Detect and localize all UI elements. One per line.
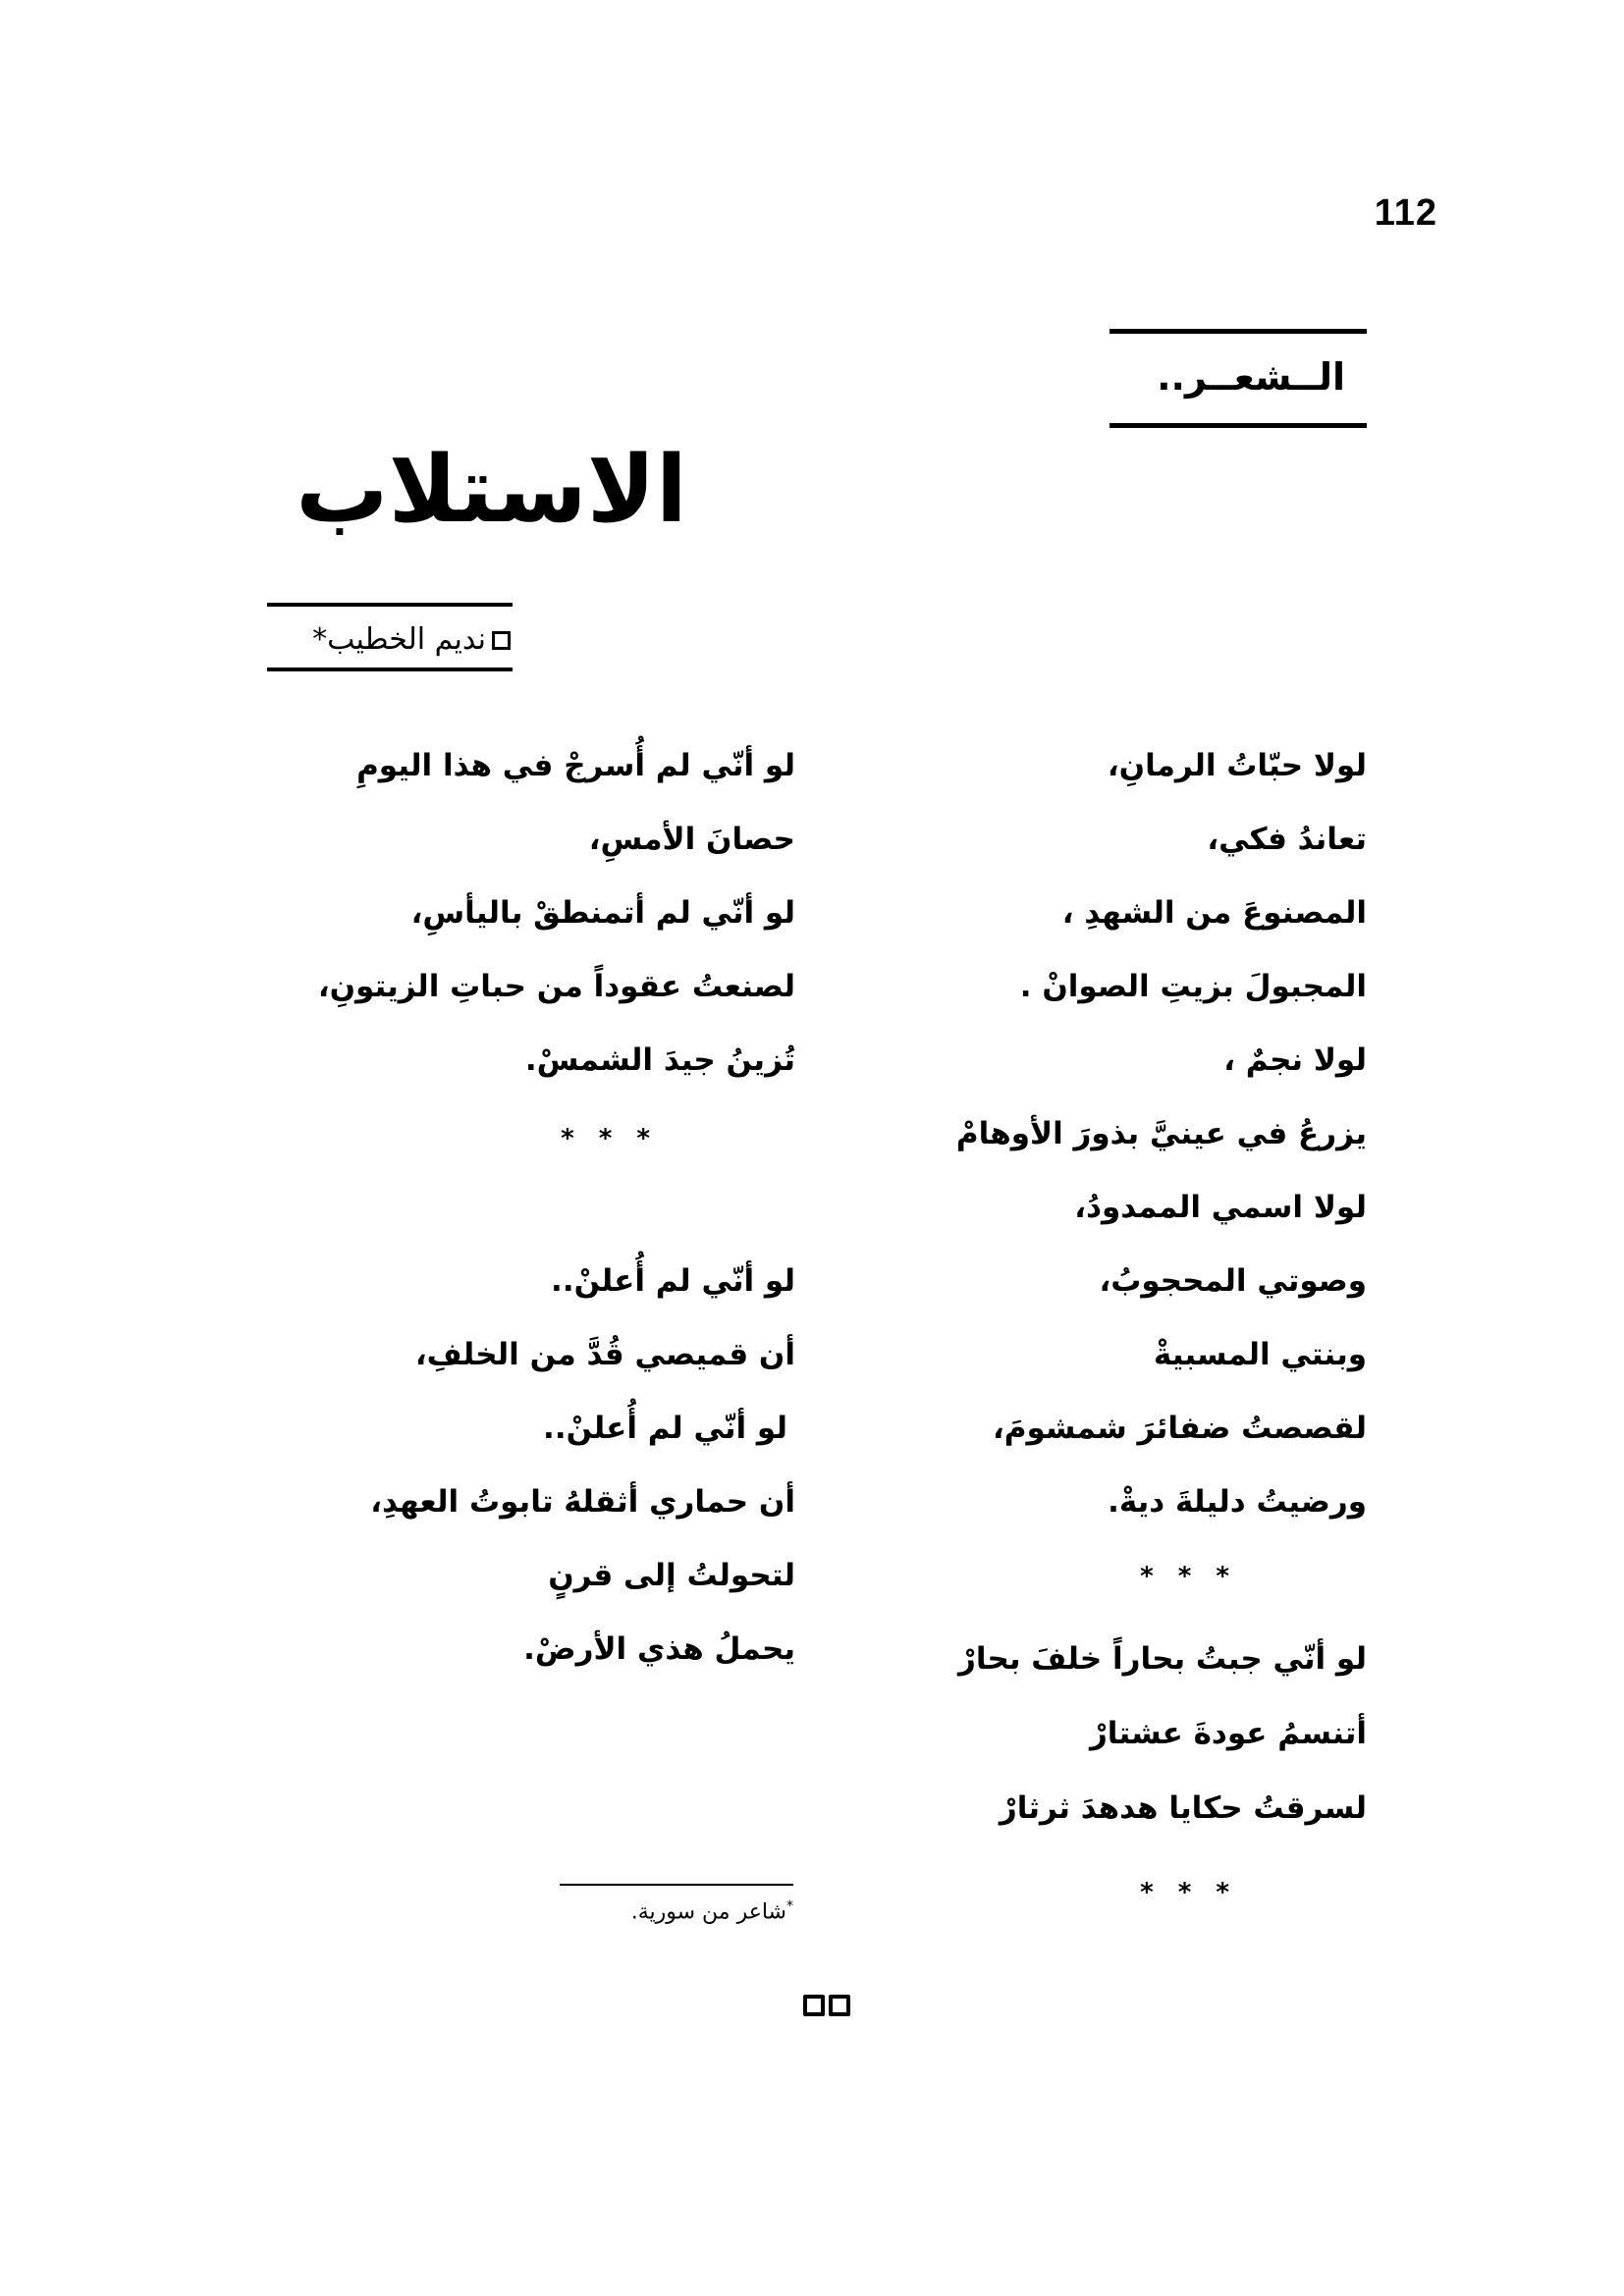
verse-line: المصنوعَ من الشهدِ ، bbox=[1061, 895, 1367, 931]
footnote-rule bbox=[560, 1884, 793, 1886]
section-label: الــشعــر.. bbox=[1157, 355, 1345, 399]
poem-title: الاستلاب bbox=[296, 437, 687, 544]
verse-line: وبنتي المسبيةْ bbox=[1153, 1337, 1367, 1372]
verse-line: أتنسمُ عودةَ عشتارْ bbox=[1089, 1716, 1367, 1751]
stanza-separator: * * * bbox=[561, 1124, 658, 1153]
section-rule-top bbox=[1110, 329, 1367, 334]
square-end-icon bbox=[803, 1995, 825, 2016]
verse-line: لو أنّي لم أُسرجْ في هذا اليومِ bbox=[356, 748, 795, 783]
verse-line: أن حماري أثقلهُ تابوتُ العهدِ، bbox=[370, 1484, 795, 1520]
verse-line: وصوتي المحجوبُ، bbox=[1099, 1263, 1367, 1299]
author-rule-top bbox=[267, 603, 513, 607]
verse-line: لو أنّي لم أتمنطقْ باليأسِ، bbox=[410, 895, 795, 931]
author-rule-bottom bbox=[267, 667, 513, 671]
footnote bbox=[560, 1892, 793, 1927]
verse-line: لولا اسمي الممدودُ، bbox=[1074, 1190, 1367, 1225]
verse-line: لو أنّي لم أُعلنْ.. bbox=[543, 1411, 787, 1446]
verse-line: لقصصتُ ضفائرَ شمشومَ، bbox=[992, 1411, 1367, 1446]
end-of-article-marks bbox=[797, 1995, 856, 2018]
verse-line: لولا حبّاتُ الرمانِ، bbox=[1107, 748, 1367, 783]
footnote-mark: * bbox=[786, 1898, 793, 1914]
verse-line: حصانَ الأمسِ، bbox=[588, 822, 795, 857]
square-end-icon bbox=[829, 1995, 850, 2016]
verse-line: ورضيتُ دليلةَ ديةْ. bbox=[1108, 1484, 1367, 1520]
verse-line: لو أنّي لم أُعلنْ.. bbox=[551, 1263, 795, 1299]
verse-line: يحملُ هذي الأرضْ. bbox=[523, 1631, 795, 1667]
verse-line: تُزينُ جيدَ الشمسْ. bbox=[524, 1042, 795, 1078]
stanza-separator: * * * bbox=[1140, 1878, 1237, 1907]
verse-line: لصنعتُ عقوداً من حباتِ الزيتونِ، bbox=[317, 969, 795, 1004]
author-byline bbox=[275, 618, 511, 662]
verse-line: أن قميصي قُدَّ من الخلفِ، bbox=[414, 1337, 795, 1372]
square-bullet-icon bbox=[492, 631, 511, 650]
author-footnote-mark: * bbox=[312, 622, 328, 657]
verse-line: لو أنّي جبتُ بحاراً خلفَ بحارْ bbox=[958, 1641, 1367, 1677]
author-name: نديم الخطيب bbox=[327, 622, 486, 657]
verse-line: المجبولَ بزيتِ الصوانْ . bbox=[1019, 969, 1367, 1004]
stanza-separator: * * * bbox=[1140, 1562, 1237, 1591]
verse-line: لولا نجمٌ ، bbox=[1223, 1042, 1367, 1078]
verse-line: لسرقتُ حكايا هدهدَ ثرثارْ bbox=[999, 1790, 1367, 1826]
verse-line: تعاندُ فكي، bbox=[1207, 822, 1367, 857]
verse-line: يزرعُ في عينيَّ بذورَ الأوهامْ bbox=[955, 1116, 1367, 1151]
footnote-text: شاعر من سورية. bbox=[630, 1899, 786, 1925]
section-rule-bottom bbox=[1110, 423, 1367, 428]
verse-line: لتحولتُ إلى قرنٍ bbox=[548, 1558, 795, 1593]
page-number: 112 bbox=[1374, 192, 1437, 234]
